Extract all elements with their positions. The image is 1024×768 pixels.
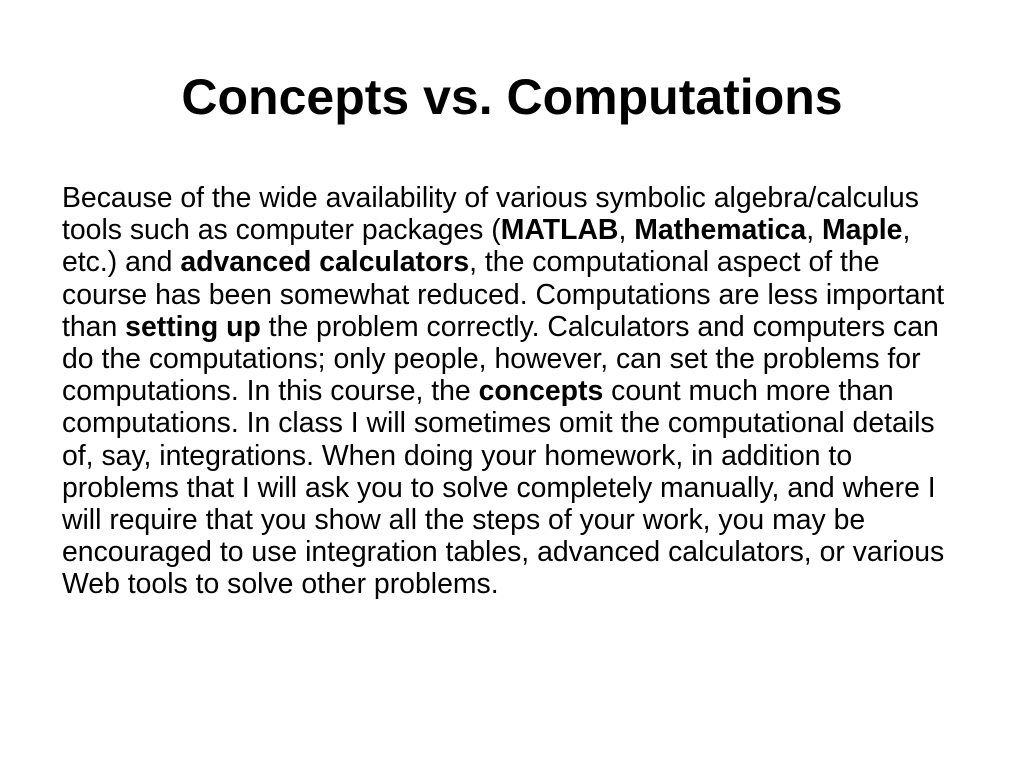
body-text-span: ,	[618, 214, 635, 247]
body-bold-setting-up: setting up	[125, 310, 261, 343]
body-bold-concepts: concepts	[478, 375, 604, 408]
body-bold-advanced-calculators: advanced calculators	[180, 246, 470, 279]
body-text-span: count much more than computations. In class I will sometimes omit the computational details of, say, integrations. When doing your homework, in addition to problems that I will ask you to solve completely manually, and where I will require that you show all the steps of your work, you may be encouraged to use integration tables, advanced calculators, or various Web tools to solve other problems.	[62, 375, 945, 601]
body-bold-matlab: MATLAB	[500, 214, 619, 247]
body-text-span: , etc.) and	[62, 214, 911, 279]
body-bold-mathematica: Mathematica	[634, 214, 807, 247]
slide-title: Concepts vs. Computations	[181, 69, 843, 125]
body-text-span: ,	[806, 214, 822, 247]
body-text-span: the problem correctly. Calculators and computers can do the computations; only people, however, can set the problems for computations. In this course, the	[62, 310, 939, 408]
body-bold-maple: Maple	[822, 214, 903, 247]
body-text-span: , the computational aspect of the course has been somewhat reduced. Computations are less important than	[62, 246, 945, 343]
slide-body-paragraph	[62, 182, 962, 601]
body-text-span: Because of the wide availability of various symbolic algebra/calculus tools such as computer packages (	[62, 182, 919, 247]
